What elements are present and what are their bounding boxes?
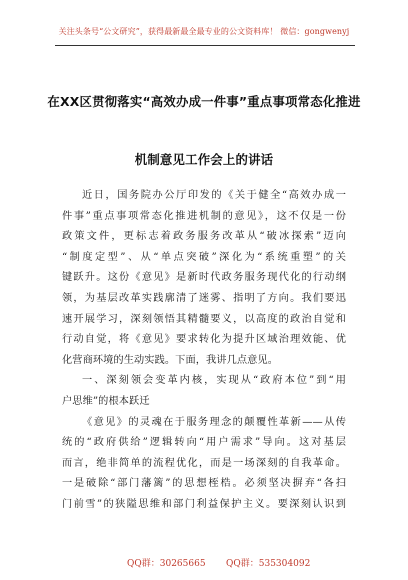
body-line: 政策文件，更标志着政务服务改革从“破冰探索”迈向 <box>62 231 346 243</box>
body-line: 键跃升。这份《意见》是新时代政务服务现代化的行动纲 <box>62 272 346 284</box>
document-body <box>62 186 346 516</box>
document-title-line-1: 在XX区贯彻落实“高效办成一件事”重点事项常态化推进 <box>47 94 361 109</box>
section-heading-line: 户思维”的根本跃迁 <box>62 395 150 407</box>
body-line: 件事”重点事项常态化推进机制的意见》，这不仅是一份 <box>62 210 346 222</box>
document-title-line-2: 机制意见工作会上的讲话 <box>134 152 274 167</box>
body-line: “制度定型”、从“单点突破”深化为“系统重塑”的关 <box>62 251 346 263</box>
footer-qq-group-1: QQ群：30265665 <box>127 559 206 569</box>
body-line: 行动自觉，将《意见》要求转化为提升区域治理效能、优 <box>62 334 346 346</box>
header-note: 关注头条号“公文研究”，获得最新最全最专业的公文资料库！ 微信：gongwenyj <box>58 27 350 36</box>
body-line: 领，为基层改革实践廓清了迷雾、指明了方向。我们要迅 <box>62 292 346 304</box>
body-line: 统的“政府供给”逻辑转向“用户需求”导向。这对基层 <box>62 437 346 449</box>
body-line: 而言，绝非简单的流程优化，而是一场深刻的自我革命。 <box>62 457 346 469</box>
header-divider <box>55 45 355 46</box>
footer-qq-group-2: QQ群：535304092 <box>226 559 311 569</box>
body-line: 速开展学习，深刻领悟其精髓要义，以高度的政治自觉和 <box>62 313 346 325</box>
body-line: 近日，国务院办公厅印发的《关于健全“高效办成一 <box>82 190 346 201</box>
body-line: 《意见》的灵魂在于服务理念的颠覆性革新——从传 <box>82 416 346 428</box>
body-line: 一是破除“部门藩篱”的思想桎梏。必须坚决摒弃“各扫 <box>62 478 346 490</box>
body-line: 化营商环境的生动实践。下面，我讲几点意见。 <box>62 354 279 366</box>
section-heading-line: 一、深刻领会变革内核，实现从“政府本位”到“用 <box>82 375 346 387</box>
body-line: 门前雪”的狭隘思维和部门利益保护主义。要深刻认识到 <box>62 498 346 510</box>
